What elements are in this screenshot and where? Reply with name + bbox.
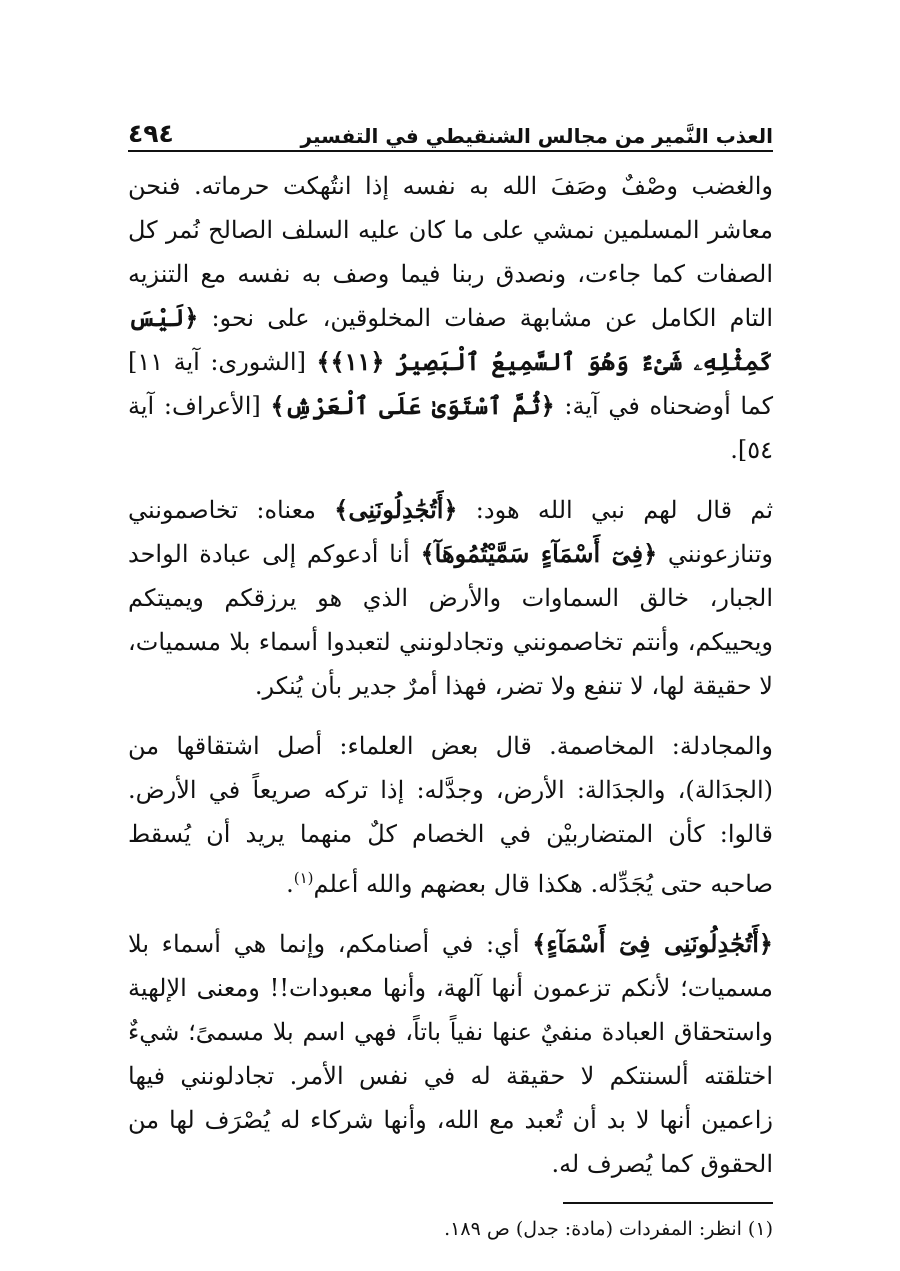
book-page [128,108,774,1240]
paragraph [128,724,773,906]
text-run: أنا أدعوكم إلى عبادة الواحد الجبار، خالق السماوات والأرض الذي هو يرزقكم ويميتكم ويحييكم، وأنتم تخاصمونني وتجادلونني لتعبدوا أسماء بلا مسميات، لا حقيقة لها، لا تنفع ولا تضر، فهذا أمرٌ جدير بأن يُنكر. [128,540,773,700]
running-header [128,108,773,152]
text-run: [الشورى: آية ١١] كما أوضحناه في آية: [128,348,774,420]
page-number: ٤٩٤ [128,119,174,148]
text-run: . [286,870,294,898]
footnote-divider [563,1202,773,1204]
quran-verse: ﴿فِىٓ أَسْمَآءٍ سَمَّيْتُمُوهَآ﴾ [420,539,658,568]
text-run: [الأعراف: آية ٥٤]. [128,392,773,464]
footnote: (١) انظر: المفردات (مادة: جدل) ص ١٨٩. [444,1218,773,1240]
body-text [128,164,773,1186]
footnote-reference: (١) [293,869,314,887]
text-run: والمجادلة: المخاصمة. قال بعض العلماء: أصل اشتقاقها من (الجدَالة)، والجدَالة: الأرض، وجدَّله: إذا تركه صريعاً في الأرض. قالوا: كأن المتضاربيْن في الخصام كلٌ منهما يريد أن يُسقط صاحبه حتى يُجَدِّله. هكذا قال بعضهم والله أعلم [128,732,773,898]
text-run: ثم قال لهم نبي الله هود: [457,496,774,524]
text-run: والغضب وصْفٌ وصَفَ الله به نفسه إذا انتُهكت حرماته. فنحن معاشر المسلمين نمشي على ما كان عليه السلف الصالح نُمر كل الصفات كما جاءت، ونصدق ربنا فيما وصف به نفسه مع التنزيه التام الكامل عن مشابهة صفات المخلوقين، على نحو: [128,172,773,332]
quran-verse: ﴿لَيْسَ كَمِثْلِهِۦ شَىْءٌ وَهُوَ ٱلسَّمِيعُ ٱلْبَصِيرُ ﴿١١﴾﴾ [128,303,773,376]
quran-verse: ﴿ثُمَّ ٱسْتَوَىٰ عَلَى ٱلْعَرْشِ﴾ [270,391,555,420]
text-run: معناه: تخاصمونني وتنازعونني [128,496,773,568]
book-title: العذب النَّمير من مجالس الشنقيطي في التفسير [300,124,773,148]
paragraph [128,488,773,708]
quran-verse: ﴿أَتُجَٰدِلُونَنِى فِىٓ أَسْمَآءٍ﴾ [532,929,773,958]
text-run: أي: في أصنامكم، وإنما هي أسماء بلا مسميات؛ لأنكم تزعمون أنها آلهة، وأنها معبودات!! ومعنى الإلهية واستحقاق العبادة منفيٌ عنها نفياً باتاً، فهي اسم بلا مسمىً؛ شيءٌ اختلقته ألسنتكم لا حقيقة له في نفس الأمر. تجادلونني فيها زاعمين أنها لا بد أن تُعبد مع الله، وأنها شركاء له يُصْرَف لها من الحقوق كما يُصرف له. [128,930,773,1178]
paragraph [128,922,773,1186]
paragraph [128,164,773,472]
quran-verse: ﴿أَتُجَٰدِلُونَنِى﴾ [334,495,458,524]
